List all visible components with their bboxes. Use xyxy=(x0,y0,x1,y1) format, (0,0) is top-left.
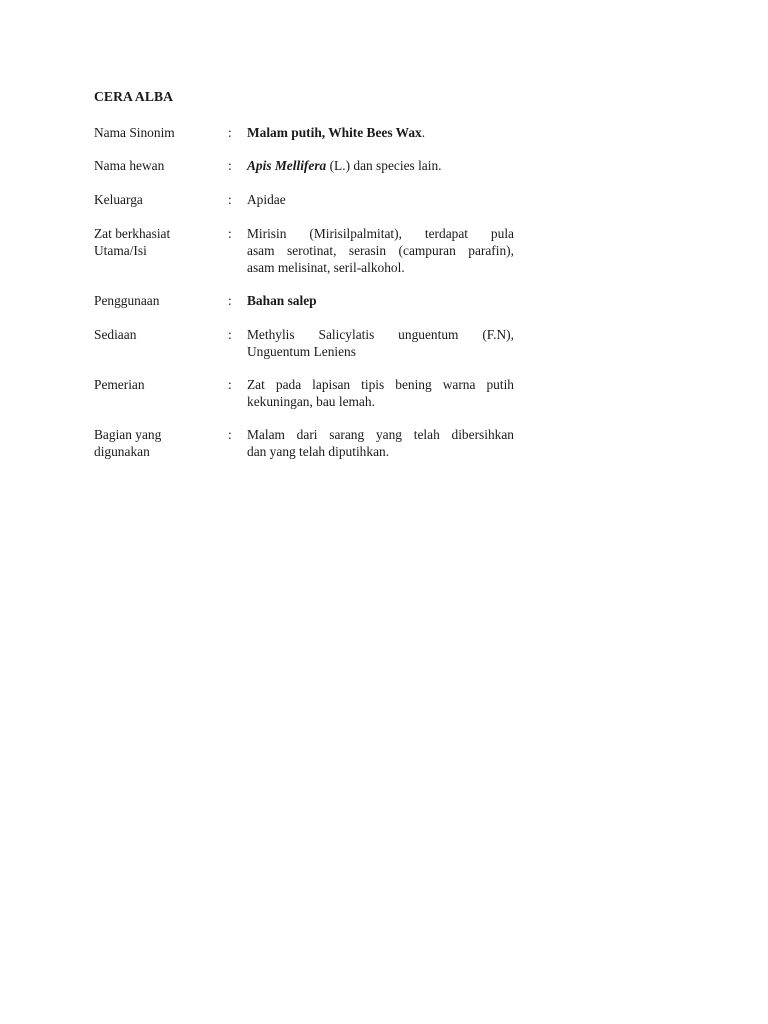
value-bold-text: Bahan salep xyxy=(247,293,317,308)
document-title: CERA ALBA xyxy=(94,89,174,104)
value-pemerian xyxy=(247,376,514,410)
value-bold-text: Malam putih, White Bees Wax xyxy=(247,125,422,140)
value-keluarga xyxy=(247,191,514,208)
value-nama-hewan xyxy=(247,157,514,174)
label-nama-hewan xyxy=(94,157,224,174)
label-line: Sediaan xyxy=(94,327,137,342)
label-penggunaan xyxy=(94,292,224,309)
value-line: Apidae xyxy=(247,192,286,207)
label-zat-berkhasiat xyxy=(94,225,224,259)
value-line: Zat pada lapisan tipis bening warna putih xyxy=(247,377,514,392)
label-line: Nama Sinonim xyxy=(94,125,175,140)
colon-separator: : xyxy=(228,293,232,308)
colon-separator: : xyxy=(228,158,232,173)
label-line: Bagian yang xyxy=(94,427,162,442)
label-keluarga xyxy=(94,191,224,208)
value-nama-sinonim xyxy=(247,124,514,141)
value-line: Methylis Salicylatis unguentum (F.N), xyxy=(247,327,514,342)
value-penggunaan xyxy=(247,292,514,309)
label-line: digunakan xyxy=(94,444,150,459)
value-sediaan xyxy=(247,326,514,360)
colon-separator: : xyxy=(228,192,232,207)
value-line: Unguentum Leniens xyxy=(247,344,356,359)
label-line: Utama/Isi xyxy=(94,243,147,258)
label-nama-sinonim xyxy=(94,124,224,141)
label-line: Nama hewan xyxy=(94,158,165,173)
label-sediaan xyxy=(94,326,224,343)
value-line: Mirisin (Mirisilpalmitat), terdapat pula xyxy=(247,226,514,241)
colon-separator: : xyxy=(228,327,232,342)
value-bagian-yang-digunakan xyxy=(247,426,514,460)
value-line: kekuningan, bau lemah. xyxy=(247,394,375,409)
label-bagian-yang-digunakan xyxy=(94,426,224,460)
label-line: Keluarga xyxy=(94,192,143,207)
value-line: Malam dari sarang yang telah dibersihkan xyxy=(247,427,514,442)
colon-separator: : xyxy=(228,125,232,140)
colon-separator: : xyxy=(228,226,232,241)
colon-separator: : xyxy=(228,377,232,392)
value-line: dan yang telah diputihkan. xyxy=(247,444,390,459)
label-line: Penggunaan xyxy=(94,293,160,308)
label-line: Zat berkhasiat xyxy=(94,226,171,241)
value-suffix: . xyxy=(421,125,426,140)
colon-separator: : xyxy=(228,427,232,442)
value-suffix: (L.) dan species lain. xyxy=(326,158,442,173)
value-zat-berkhasiat xyxy=(247,225,514,276)
value-line: asam serotinat, serasin (campuran parafin), xyxy=(247,243,514,258)
label-pemerian xyxy=(94,376,224,393)
species-name: Apis Mellifera xyxy=(247,158,327,173)
label-line: Pemerian xyxy=(94,377,145,392)
value-line: asam melisinat, seril-alkohol. xyxy=(247,260,405,275)
